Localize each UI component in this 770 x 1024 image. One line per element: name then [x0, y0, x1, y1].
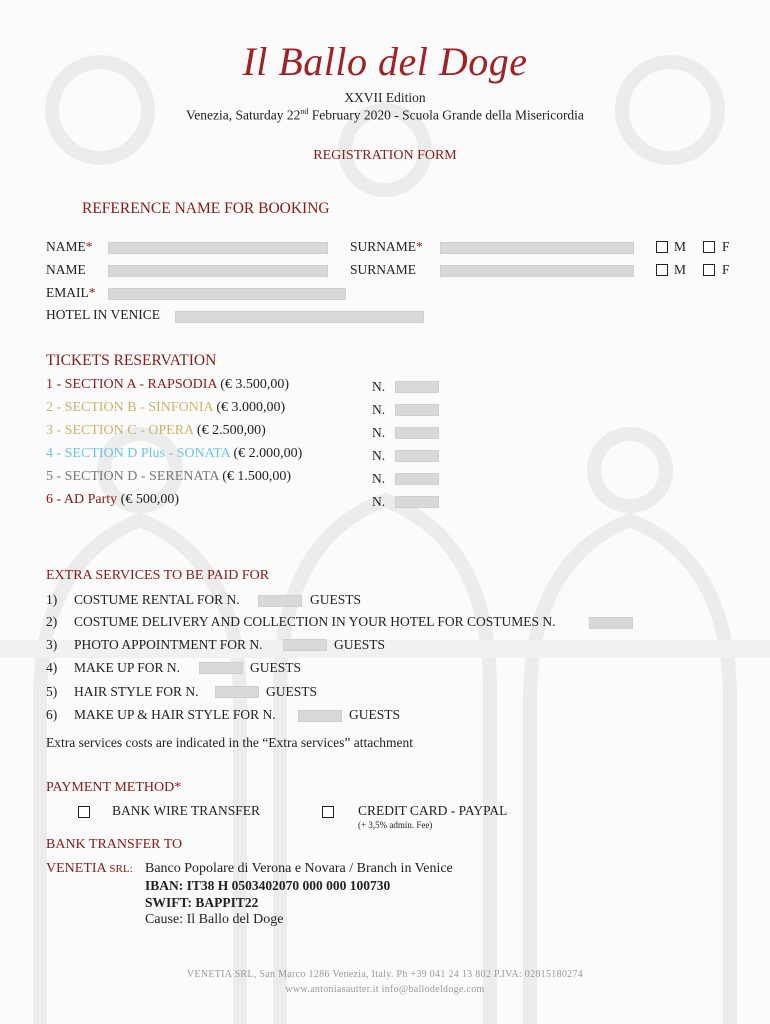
ticket-row: [46, 377, 289, 393]
required-asterisk: *: [416, 239, 423, 254]
credit-card-checkbox[interactable]: [322, 806, 334, 818]
edition-label: XXVII Edition: [344, 90, 426, 105]
gender-m-checkbox-1[interactable]: [656, 241, 668, 253]
extras-note: Extra services costs are indicated in the “Extra services” attachment: [46, 735, 413, 750]
guests-label: GUESTS: [349, 707, 401, 722]
surname-label-required: SURNAME*: [350, 239, 423, 254]
subtitle-venue: February 2020 - Scuola Grande della Misericordia: [308, 107, 584, 123]
gender-f-label: F: [722, 262, 730, 277]
gender-f-label: F: [722, 239, 730, 254]
extra-label: MAKE UP & HAIR STYLE FOR N.: [74, 707, 276, 722]
extra-label: MAKE UP FOR N.: [74, 660, 181, 675]
hotel-label: HOTEL IN VENICE: [46, 307, 160, 322]
ticket-price: (€ 3.500,00): [216, 377, 290, 392]
event-title: Il Ballo del Doge: [242, 39, 528, 84]
extra-num: 4): [46, 660, 58, 675]
ticket-qty-field-d-plus[interactable]: [395, 450, 439, 462]
guests-label: GUESTS: [334, 637, 386, 652]
ticket-qty-field-ad-party[interactable]: [395, 496, 439, 508]
hotel-field[interactable]: [175, 311, 424, 323]
ticket-row: [46, 400, 285, 416]
surname-field-2[interactable]: [440, 265, 634, 277]
gender-f-checkbox-1[interactable]: [703, 241, 715, 253]
reference-heading: REFERENCE NAME FOR BOOKING: [82, 200, 330, 217]
form-title: REGISTRATION FORM: [313, 148, 457, 163]
costume-delivery-qty-field[interactable]: [589, 617, 633, 629]
bank-transfer-heading: BANK TRANSFER TO: [46, 837, 183, 852]
extra-num: 3): [46, 637, 58, 652]
ticket-price: (€ 2.500,00): [193, 423, 266, 438]
guests-label: GUESTS: [310, 592, 362, 607]
ticket-name: 1 - SECTION A - RAPSODIA: [46, 377, 217, 392]
ticket-row: [46, 446, 302, 462]
ticket-price: (€ 500,00): [117, 492, 179, 507]
costume-rental-qty-field[interactable]: [258, 595, 302, 607]
extra-label: PHOTO APPOINTMENT FOR N.: [74, 637, 263, 652]
guests-label: GUESTS: [250, 660, 302, 675]
hair-style-qty-field[interactable]: [215, 686, 259, 698]
ticket-name: 2 - SECTION B - SINFONIA: [46, 400, 213, 415]
ticket-n-label: N.: [372, 379, 386, 394]
subtitle-date: Venezia, Saturday 22: [186, 107, 301, 123]
ticket-n-label: N.: [372, 471, 386, 486]
ticket-name: 6 - AD Party: [46, 492, 118, 507]
bank-transfer-checkbox[interactable]: [78, 806, 90, 818]
photo-appointment-qty-field[interactable]: [283, 639, 327, 651]
ticket-price: (€ 2.000,00): [230, 446, 303, 461]
ticket-n-label: N.: [372, 494, 386, 509]
bank-name: Banco Popolare di Verona e Novara / Branch in Venice: [145, 861, 453, 876]
ticket-row: [46, 469, 291, 485]
extra-label: HAIR STYLE FOR N.: [74, 684, 199, 699]
ticket-name: 3 - SECTION C - OPERA: [46, 423, 194, 438]
ticket-qty-field-a[interactable]: [395, 381, 439, 393]
ticket-name: 5 - SECTION D - SERENATA: [46, 469, 219, 484]
surname-field-1[interactable]: [440, 242, 634, 254]
extra-num: 2): [46, 614, 58, 629]
gender-f-checkbox-2[interactable]: [703, 264, 715, 276]
extras-heading: EXTRA SERVICES TO BE PAID FOR: [46, 568, 270, 583]
company-suffix: SRL:: [109, 863, 133, 875]
company-name-text: VENETIA: [46, 861, 106, 876]
credit-card-fee: (+ 3,5% admin. Fee): [358, 820, 433, 830]
make-up-hair-qty-field[interactable]: [298, 710, 342, 722]
required-asterisk: *: [88, 285, 96, 300]
subtitle-superscript: nd: [300, 107, 309, 116]
ticket-qty-field-c[interactable]: [395, 427, 439, 439]
ticket-n-label: N.: [372, 448, 386, 463]
required-asterisk: *: [85, 239, 93, 254]
ticket-name: 4 - SECTION D Plus - SONATA: [46, 446, 231, 461]
extra-label: COSTUME RENTAL FOR N.: [74, 592, 240, 607]
payment-cause: Cause: Il Ballo del Doge: [145, 912, 284, 927]
name-label-required: NAME*: [46, 239, 93, 254]
ticket-n-label: N.: [372, 425, 386, 440]
company-name: [46, 861, 133, 877]
extra-num: 1): [46, 592, 58, 607]
credit-card-label: CREDIT CARD - PAYPAL: [358, 803, 508, 818]
email-label: EMAIL*: [46, 285, 96, 300]
gender-m-label: M: [674, 262, 687, 277]
ticket-qty-field-d[interactable]: [395, 473, 439, 485]
extra-label: COSTUME DELIVERY AND COLLECTION IN YOUR HOTEL FOR COSTUMES N.: [74, 614, 556, 629]
event-subtitle: [0, 107, 770, 124]
surname-label: SURNAME: [350, 262, 417, 277]
footer-address: VENETIA SRL, San Marco 1286 Venezia, Italy. Ph +39 041 24 13 802 P.IVA: 02815180274: [186, 969, 584, 980]
ticket-price: (€ 3.000,00): [212, 400, 286, 415]
name-label: NAME: [46, 262, 86, 277]
guests-label: GUESTS: [266, 684, 318, 699]
extra-num: 6): [46, 707, 58, 722]
ticket-price: (€ 1.500,00): [218, 469, 292, 484]
bank-transfer-label: BANK WIRE TRANSFER: [112, 803, 261, 818]
make-up-qty-field[interactable]: [199, 662, 243, 674]
gender-m-label: M: [674, 239, 687, 254]
iban-value: IBAN: IT38 H 0503402070 000 000 100730: [145, 878, 391, 893]
payment-heading: PAYMENT METHOD*: [46, 780, 182, 795]
tickets-heading: TICKETS RESERVATION: [46, 352, 217, 369]
email-field[interactable]: [108, 288, 346, 300]
swift-value: SWIFT: BAPPIT22: [145, 895, 259, 910]
gender-m-checkbox-2[interactable]: [656, 264, 668, 276]
name-field-1[interactable]: [108, 242, 328, 254]
ticket-row: [46, 492, 179, 508]
ticket-row: [46, 423, 266, 439]
ticket-qty-field-b[interactable]: [395, 404, 439, 416]
ticket-n-label: N.: [372, 402, 386, 417]
name-field-2[interactable]: [108, 265, 328, 277]
footer-contacts: www.antoniasautter.it info@ballodeldoge.com: [285, 984, 485, 995]
extra-num: 5): [46, 684, 58, 699]
